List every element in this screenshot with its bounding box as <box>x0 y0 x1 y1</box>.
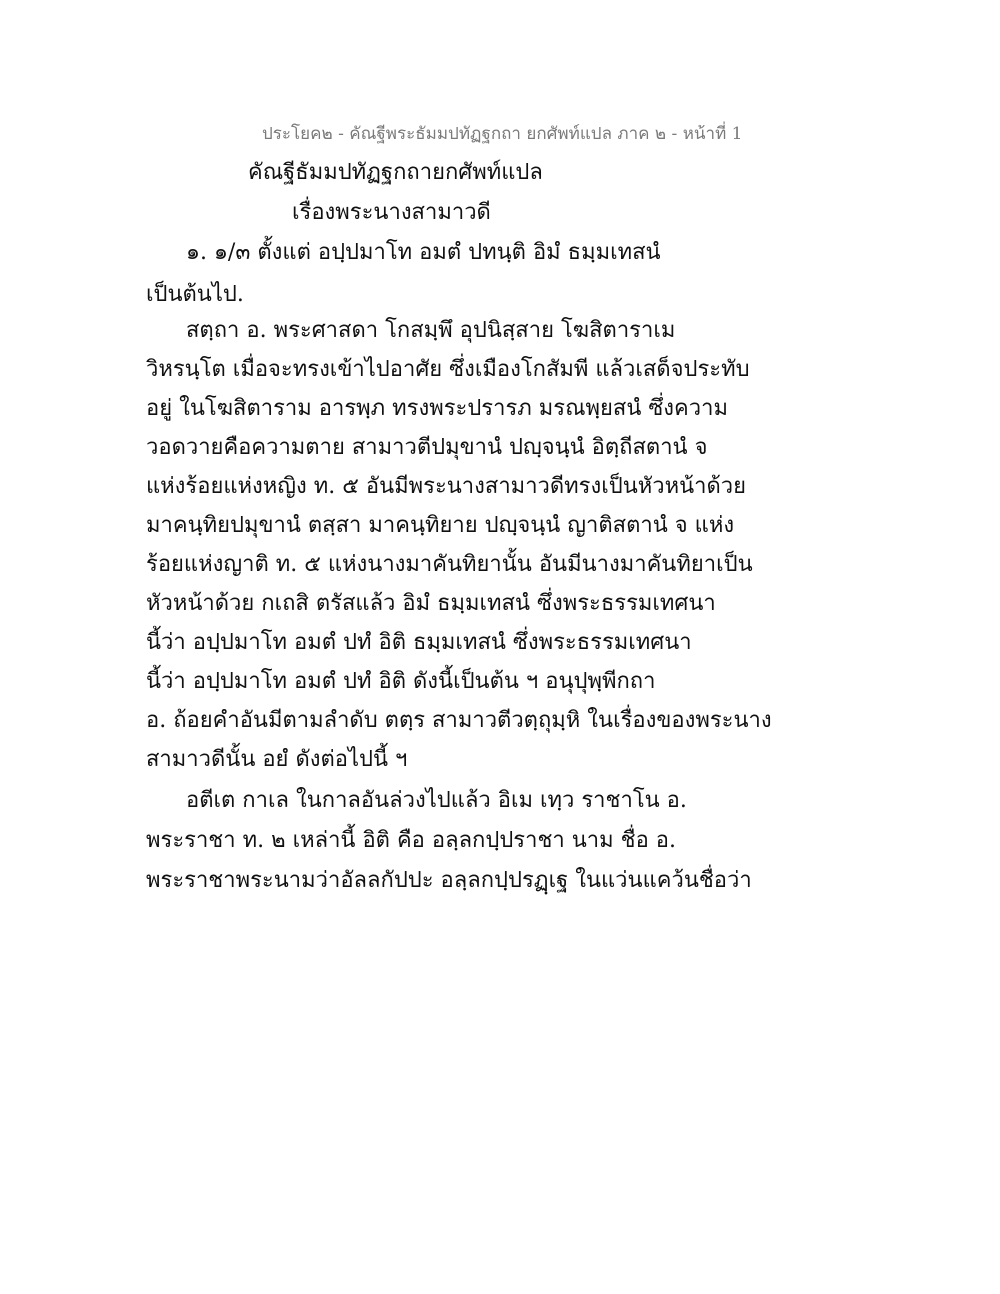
document-title: คัณฐีธัมมปทัฏฐกถายกศัพท์แปล <box>248 160 543 185</box>
running-header: ประโยค๒ - คัณฐีพระธัมมปทัฏฐกถา ยกศัพท์แปล ภาค ๒ - หน้าที่ 1 <box>262 124 743 144</box>
text-line: มาคนฺทิยปมุขานํ ตสฺสา มาคนฺทิยาย ปญฺจนฺนํ ญาติสตานํ จ แห่ง <box>146 513 735 538</box>
text-line: วอดวายคือความตาย สามาวตีปมุขานํ ปญฺจนฺนํ อิตฺถีสตานํ จ <box>146 435 708 460</box>
text-line: อยู่ ในโฆสิตาราม อารพฺภ ทรงพระปรารภ มรณพฺยสนํ ซึ่งความ <box>146 396 728 421</box>
text-line: นี้ว่า อปฺปมาโท อมตํ ปทํ อิติ ธมฺมเทสนํ ซึ่งพระธรรมเทศนา <box>146 630 692 655</box>
text-line: อตีเต กาเล ในกาลอันล่วงไปแล้ว อิเม เทฺว ราชาโน อ. <box>186 788 687 813</box>
text-line: แห่งร้อยแห่งหญิง ท. ๕ อันมีพระนางสามาวดีทรงเป็นหัวหน้าด้วย <box>146 474 747 499</box>
text-line: เป็นต้นไป. <box>146 282 244 307</box>
text-line: หัวหน้าด้วย กเถสิ ตรัสแล้ว อิมํ ธมฺมเทสนํ ซึ่งพระธรรมเทศนา <box>146 591 716 616</box>
document-subtitle: เรื่องพระนางสามาวดี <box>292 200 491 225</box>
text-line: นี้ว่า อปฺปมาโท อมตํ ปทํ อิติ ดังนี้เป็นต้น ฯ อนุปุพฺพีกถา <box>146 669 656 694</box>
text-line: อ. ถ้อยคำอันมีตามลำดับ ตตฺร สามาวตีวตฺถุมฺหิ ในเรื่องของพระนาง <box>146 708 772 733</box>
text-line: สามาวดีนั้น อยํ ดังต่อไปนี้ ฯ <box>146 747 408 772</box>
text-line: พระราชาพระนามว่าอัลลกัปปะ อลฺลกปฺปรฏฺเฐ ในแว่นแคว้นชื่อว่า <box>146 868 752 893</box>
text-line: ร้อยแห่งญาติ ท. ๕ แห่งนางมาคันทิยานั้น อันมีนางมาคันทิยาเป็น <box>146 552 753 577</box>
text-line: พระราชา ท. ๒ เหล่านี้ อิติ คือ อลฺลกปฺปราชา นาม ชื่อ อ. <box>146 828 676 853</box>
text-line: วิหรนฺโต เมื่อจะทรงเข้าไปอาศัย ซึ่งเมืองโกสัมพี แล้วเสด็จประทับ <box>146 357 750 382</box>
text-line: ๑. ๑/๓ ตั้งแต่ อปฺปมาโท อมตํ ปทนฺติ อิมํ ธมฺมเทสนํ <box>186 240 661 265</box>
text-line: สตฺถา อ. พระศาสดา โกสมฺพึ อุปนิสฺสาย โฆสิตาราเม <box>186 318 676 343</box>
